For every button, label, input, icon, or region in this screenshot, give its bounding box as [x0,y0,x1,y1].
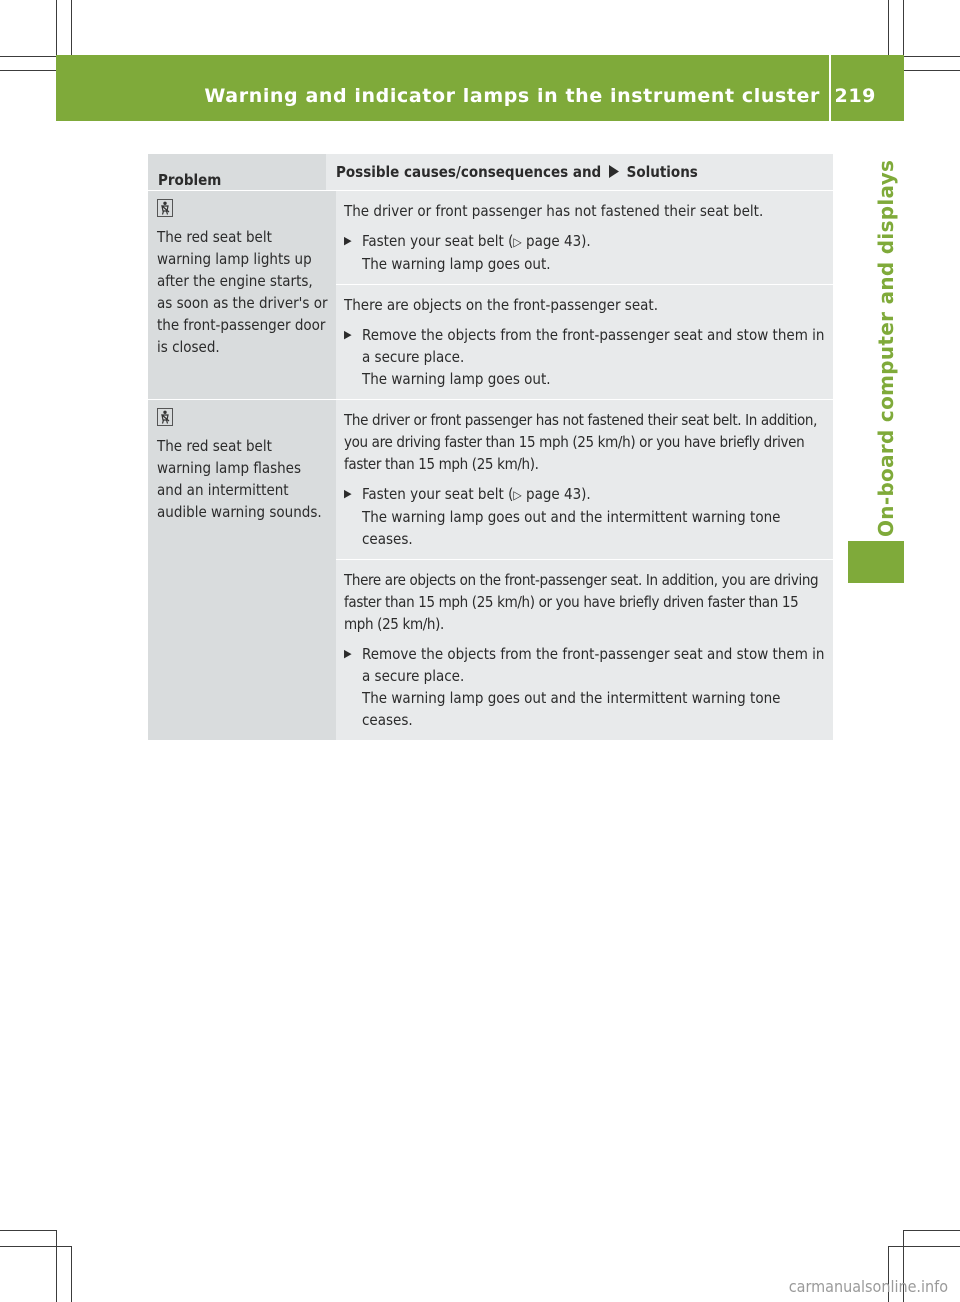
solutions-cell [336,191,833,399]
page-ref-arrow-icon: ▷ [513,488,522,502]
result-text: The warning lamp goes out. [362,370,551,388]
warning-table [148,154,833,740]
side-tab-label: On-board computer and displays [874,159,898,537]
header-divider [829,55,831,121]
problem-text: The red seat belt warning lamp flashes and an intermittent audible warning sounds. [157,437,322,521]
triangle-arrow-icon [608,165,620,178]
step-text: Fasten your seat belt ( [362,232,514,250]
cause-text: There are objects on the front-passenger seat. In addition, you are driving faster than 15 mph (25 km/h) or you have briefly driven faster than 15 mph (25 km/h). [344,571,819,633]
cause-block [336,284,833,399]
table-row [148,190,833,399]
crop-mark [0,1230,56,1231]
cause-block [336,559,833,740]
column-header-solutions [326,154,833,190]
page-number: 219 [834,85,876,107]
crop-mark [71,1246,72,1302]
page-header [56,55,904,121]
crop-mark [0,1246,72,1247]
step-item [344,324,827,390]
watermark: carmanualsonline.info [788,1277,948,1296]
crop-mark [71,0,72,56]
column-header-problem: Problem [158,171,222,189]
crop-mark [904,70,960,71]
seat-belt-icon [157,408,173,426]
triangle-arrow-icon: ▶ [344,234,352,247]
step-text: Fasten your seat belt ( [362,485,514,503]
page-ref-link[interactable]: page 43). [526,485,591,503]
triangle-arrow-icon: ▶ [344,487,352,500]
result-text: The warning lamp goes out and the intermittent warning tone ceases. [362,689,781,729]
problem-cell [148,191,336,399]
page-ref-arrow-icon: ▷ [513,235,522,249]
result-text: The warning lamp goes out and the intermittent warning tone ceases. [362,508,781,548]
problem-text: The red seat belt warning lamp lights up after the engine starts, as soon as the driver's or the front-passenger door is closed. [157,228,328,356]
solutions-cell [336,400,833,740]
cause-text: The driver or front passenger has not fastened their seat belt. [344,202,764,220]
step-item [344,643,827,731]
triangle-arrow-icon: ▶ [344,647,352,660]
step-text: Remove the objects from the front-passenger seat and stow them in a secure place. [362,645,825,685]
table-row [148,399,833,740]
cause-text: The driver or front passenger has not fastened their seat belt. In addition, you are driving faster than 15 mph (25 km/h) or you have briefly driven faster than 15 mph (25 km/h). [344,411,818,473]
problem-cell [148,400,336,740]
seat-belt-icon [157,199,173,217]
column-header-causes: Possible causes/consequences and [336,163,602,181]
crop-mark [888,0,889,56]
crop-mark [904,1230,960,1231]
page-ref-link[interactable]: page 43). [526,232,591,250]
table-header [148,154,833,190]
cause-block [336,191,833,284]
crop-mark [888,1246,960,1247]
step-text: Remove the objects from the front-passenger seat and stow them in a secure place. [362,326,825,366]
column-header-solutions-label: Solutions [626,163,698,181]
triangle-arrow-icon: ▶ [344,328,352,341]
crop-mark [0,70,56,71]
crop-mark [56,1230,57,1302]
page-title: Warning and indicator lamps in the instrument cluster [204,85,820,107]
step-item [344,483,827,550]
side-tab [848,121,904,541]
result-text: The warning lamp goes out. [362,255,551,273]
cause-text: There are objects on the front-passenger seat. [344,296,658,314]
section-marker [848,541,904,583]
step-item [344,230,827,275]
cause-block [336,400,833,559]
